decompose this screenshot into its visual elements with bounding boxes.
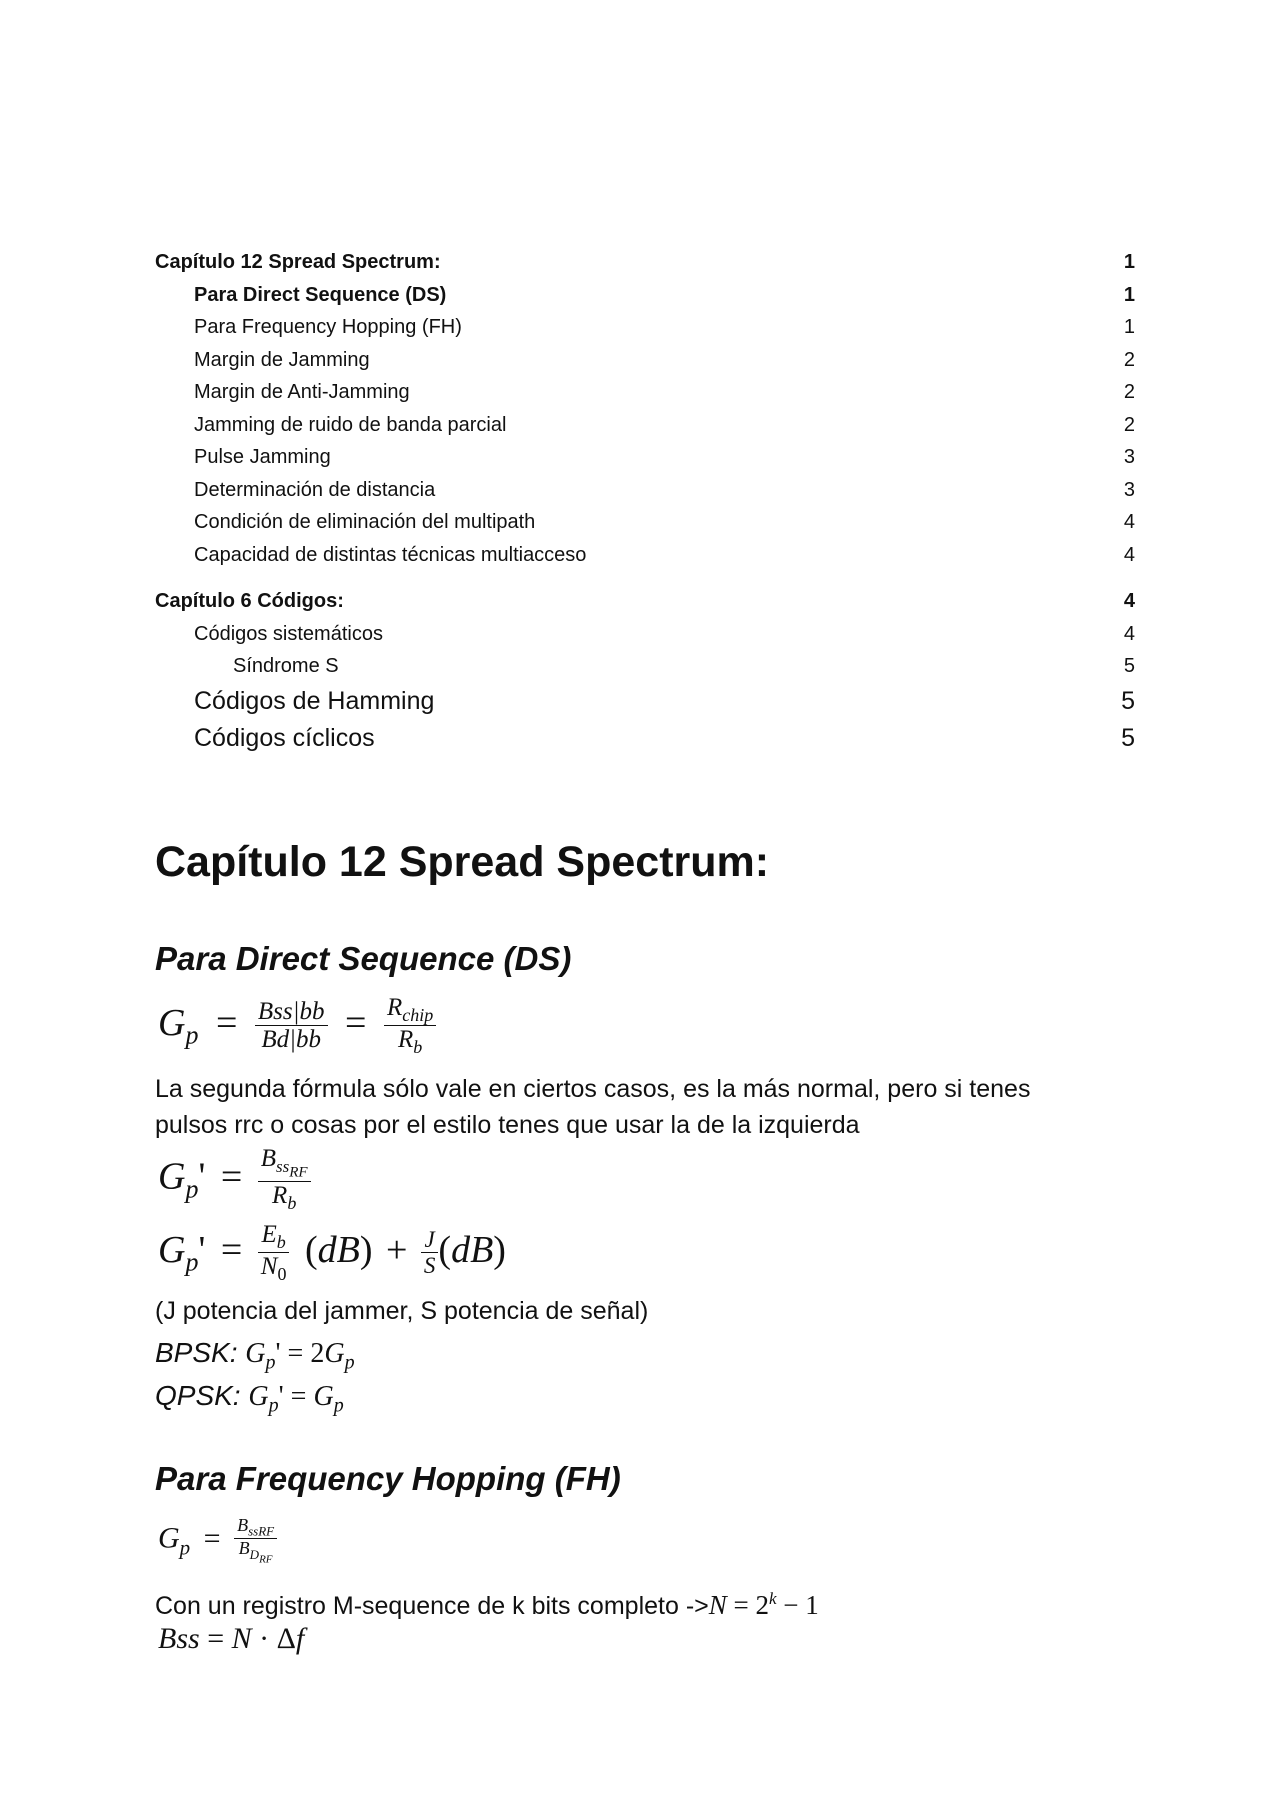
section-heading-ds: Para Direct Sequence (DS): [155, 940, 572, 977]
toc-entry[interactable]: Capítulo 6 Códigos: 4: [155, 590, 1135, 612]
toc-entry[interactable]: Para Frequency Hopping (FH) 1: [194, 316, 1135, 338]
toc-entry[interactable]: Códigos de Hamming 5: [194, 686, 1135, 715]
formula-gp-prime-rf: $G_p'$ = $\frac{B_{ss_{RF}}}{R_b}$: [158, 1146, 311, 1214]
jammer-note: (J potencia del jammer, S potencia de señal): [155, 1297, 649, 1325]
bpsk-line: BPSK: $G_p' = 2G_p$: [155, 1337, 355, 1374]
toc-entry[interactable]: Síndrome S 5: [233, 655, 1135, 677]
formula-gp-fh: $G_p$ = $\frac{B_{ssRF}}{B_{D_{RF}}}$: [158, 1516, 277, 1566]
toc-entry[interactable]: Códigos cíclicos 5: [194, 723, 1135, 752]
formula-bss: Bss = N · Δf: [158, 1622, 305, 1655]
chapter-title: Capítulo 12 Spread Spectrum:: [155, 838, 770, 886]
formula-gp-ds: $G_p$ = $\frac{\text{Bss|bb}}{Bd|bb}$ = $\frac{R_{chip}}{R_b}$: [158, 995, 436, 1058]
section-heading-fh: Para Frequency Hopping (FH): [155, 1460, 621, 1497]
table-of-contents: [155, 246, 1135, 757]
toc-entry[interactable]: Margin de Jamming 2: [194, 348, 1135, 371]
toc-entry[interactable]: Códigos sistemáticos 4: [194, 622, 1135, 645]
bpsk-label: BPSK:: [155, 1337, 238, 1368]
ds-note-line-2: pulsos rrc o cosas por el estilo tenes que usar la de la izquierda: [155, 1111, 860, 1139]
toc-entry[interactable]: Margin de Anti-Jamming 2: [194, 381, 1135, 403]
toc-entry[interactable]: Para Direct Sequence (DS) 1: [194, 283, 1135, 306]
toc-entry[interactable]: Capítulo 12 Spread Spectrum: 1: [155, 251, 1135, 273]
toc-entry[interactable]: Determinación de distancia 3: [194, 478, 1135, 501]
toc-entry[interactable]: Condición de eliminación del multipath 4: [194, 511, 1135, 533]
qpsk-label: QPSK:: [155, 1380, 241, 1411]
register-line: Con un registro M-sequence de k bits completo $->N = 2^k - 1$: [155, 1589, 819, 1620]
toc-entry[interactable]: Jamming de ruido de banda parcial 2: [194, 413, 1135, 436]
register-text: Con un registro M-sequence de k bits completo ->: [155, 1592, 709, 1620]
toc-entry[interactable]: Pulse Jamming 3: [194, 446, 1135, 468]
toc-entry[interactable]: Capacidad de distintas técnicas multiacceso 4: [194, 543, 1135, 566]
qpsk-line: QPSK: $G_p' = G_p$: [155, 1380, 344, 1417]
formula-gp-prime-db: $G_p'$ = $\frac{E_b}{N_0}$ (dB) + $\frac{J}{S}$ (dB): [158, 1221, 506, 1284]
ds-note-line-1: La segunda fórmula sólo vale en ciertos casos, es la más normal, pero si tenes: [155, 1075, 1031, 1103]
